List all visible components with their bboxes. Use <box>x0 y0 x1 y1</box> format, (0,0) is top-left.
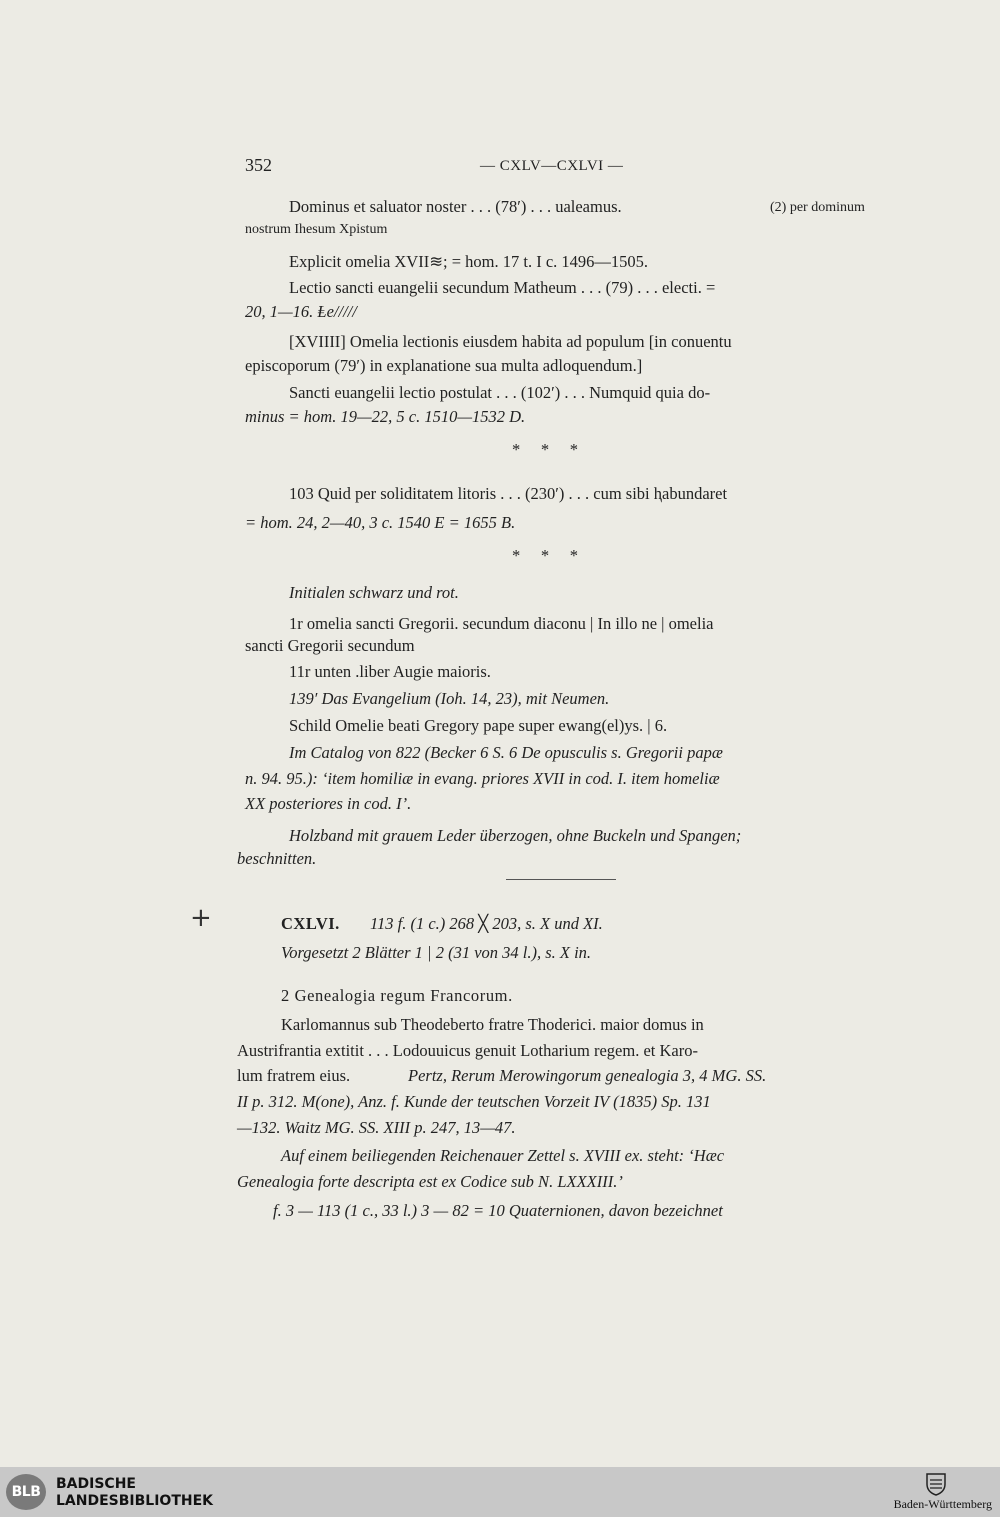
blb-logo[interactable]: BLB <box>6 1474 46 1510</box>
text-line: Pertz, Rerum Merowingorum genealogia 3, 4 MG. SS. <box>408 1066 767 1085</box>
text-line: 11r unten .liber Augie maioris. <box>289 662 491 681</box>
running-title: — CXLV—CXLVI — <box>480 158 624 174</box>
library-name-line2: LANDESBIBLIOTHEK <box>56 1493 214 1509</box>
text-line: Dominus et saluator noster . . . (78′) . . . ualeamus. <box>289 197 622 216</box>
text-line: [XVIIII] Omelia lectionis eiusdem habita ad populum [in conuentu <box>289 332 732 351</box>
text-line: n. 94. 95.): ‘item homiliæ in evang. priores XVII in cod. I. item homeliæ <box>245 769 720 788</box>
page-number: 352 <box>245 155 272 175</box>
text-line: Karlomannus sub Theodeberto fratre Thoderici. maior domus in <box>281 1015 704 1034</box>
asterism: * * * <box>512 546 578 565</box>
text-line: (2) per dominum <box>770 200 865 215</box>
text-line: —132. Waitz MG. SS. XIII p. 247, 13—47. <box>237 1118 516 1137</box>
text-line: sancti Gregorii secundum <box>245 636 415 655</box>
library-name-line1: BADISCHE <box>56 1476 136 1492</box>
text-line: 139′ Das Evangelium (Ioh. 14, 23), mit Neumen. <box>289 689 610 708</box>
text-line: Vorgesetzt 2 Blätter 1 | 2 (31 von 34 l.), s. X in. <box>281 943 592 962</box>
text-line: f. 3 — 113 (1 c., 33 l.) 3 — 82 = 10 Quaternionen, davon bezeichnet <box>273 1201 723 1220</box>
text-line: episcoporum (79′) in explanatione sua multa adloquendum.] <box>245 356 643 375</box>
text-line: XX posteriores in cod. I’. <box>245 794 412 813</box>
text-line: Schild Omelie beati Gregory pape super ewang(el)ys. | 6. <box>289 716 668 735</box>
codex-heading: CXLVI. <box>281 914 340 933</box>
text-line: Explicit omelia XVII≋; = hom. 17 t. I c. 1496—1505. <box>289 252 649 271</box>
text-line: II p. 312. M(one), Anz. f. Kunde der teutschen Vorzeit IV (1835) Sp. 131 <box>237 1092 711 1111</box>
text-line: Austrifrantia extitit . . . Lodouuicus genuit Lotharium regem. et Karo- <box>237 1041 698 1060</box>
codex-description: 113 f. (1 c.) 268 ╳ 203, s. X und XI. <box>370 914 603 933</box>
text-line: Initialen schwarz und rot. <box>289 583 459 602</box>
text-line: Im Catalog von 822 (Becker 6 S. 6 De opusculis s. Gregorii papæ <box>289 743 723 762</box>
text-line: minus = hom. 19—22, 5 c. 1510—1532 D. <box>245 407 526 426</box>
margin-mark: + <box>190 903 212 933</box>
text-line: 20, 1—16. Ⱡe///// <box>245 302 357 321</box>
text-line: = hom. 24, 2—40, 3 c. 1540 E = 1655 B. <box>245 513 516 532</box>
coat-of-arms-icon <box>925 1472 947 1496</box>
text-line: beschnitten. <box>237 849 317 868</box>
text-line: Genealogia forte descripta est ex Codice sub N. LXXXIII.’ <box>237 1172 623 1191</box>
text-line: lum fratrem eius. <box>237 1066 351 1085</box>
text-line: 2 Genealogia regum Francorum. <box>281 986 513 1005</box>
text-line: nostrum Ihesum Xpistum <box>245 222 388 237</box>
text-line: 1r omelia sancti Gregorii. secundum diaconu | In illo ne | omelia <box>289 614 714 633</box>
text-line: Sancti euangelii lectio postulat . . . (102′) . . . Numquid quia do- <box>289 383 711 402</box>
footer-bar <box>0 1467 1000 1517</box>
text-line: Lectio sancti euangelii secundum Matheum . . . (79) . . . electi. = <box>289 278 716 297</box>
state-name: Baden-Württemberg <box>893 1497 992 1511</box>
asterism: * * * <box>512 440 578 459</box>
text-line: Holzband mit grauem Leder überzogen, ohne Buckeln und Spangen; <box>289 826 742 845</box>
text-line: Auf einem beiliegenden Reichenauer Zettel s. XVIII ex. steht: ‘Hæc <box>281 1146 725 1165</box>
section-divider <box>506 879 616 880</box>
text-line: 103 Quid per soliditatem litoris . . . (230′) . . . cum sibi ⱨabundaret <box>289 484 728 503</box>
